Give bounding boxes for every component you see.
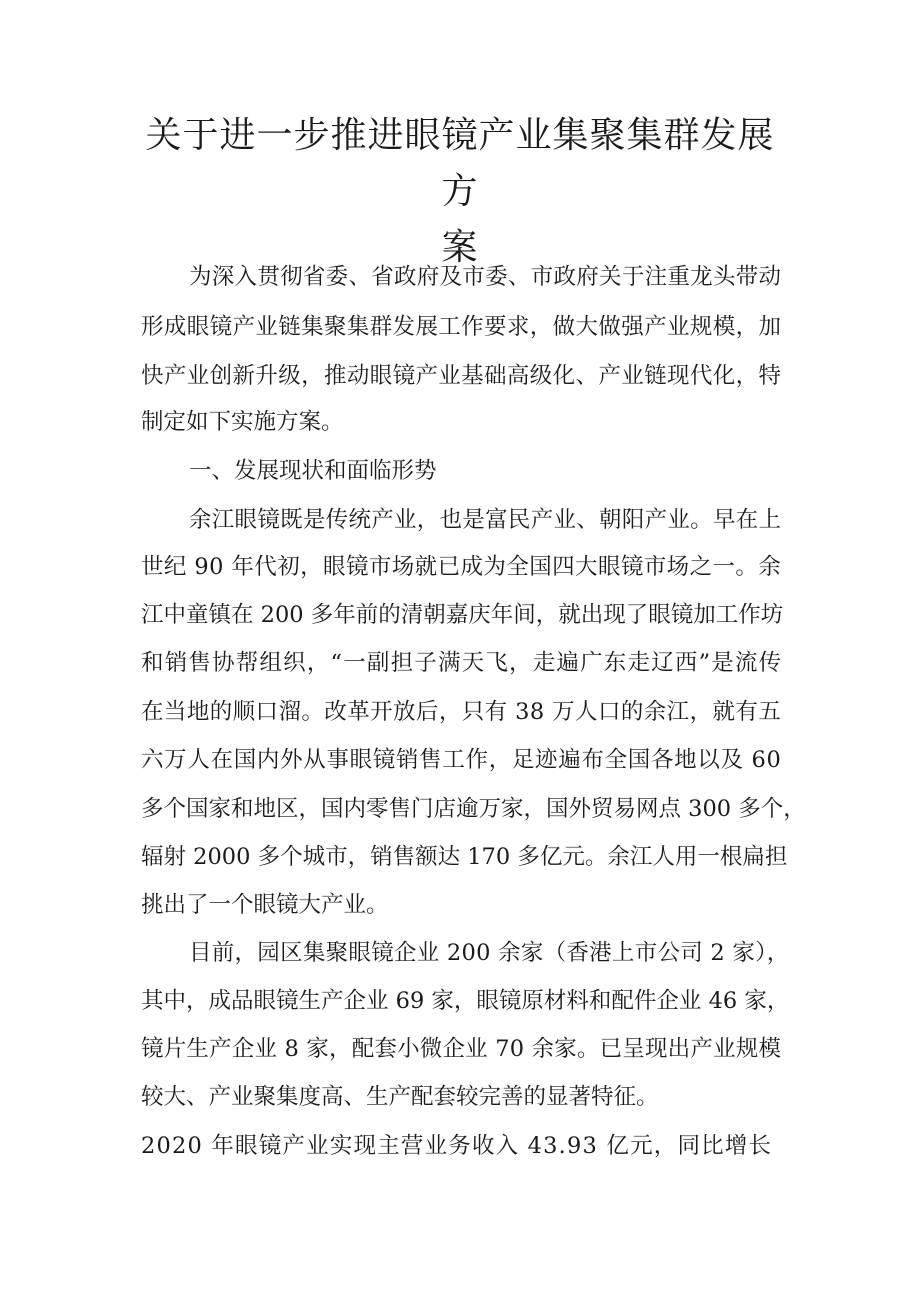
body-line: 较大、产业聚集度高、生产配套较完善的显著特征。 [141, 1084, 659, 1110]
body-line: 世纪 90 年代初，眼镜市场就已成为全国四大眼镜市场之一。余 [141, 554, 782, 580]
body-line: 余江眼镜既是传统产业，也是富民产业、朝阳产业。早在上 [189, 507, 782, 533]
body-line: 多个国家和地区，国内零售门店逾万家，国外贸易网点 300 多个， [141, 796, 806, 822]
body-line: 制定如下实施方案。 [141, 409, 344, 435]
body-line: 江中童镇在 200 多年前的清朝嘉庆年间，就出现了眼镜加工作坊 [141, 602, 784, 628]
body-line: 和销售协帮组织，“一副担子满天飞，走遍广东走辽西”是流传 [141, 650, 783, 676]
title-line-1: 关于进一步推进眼镜产业集聚集群发展方 [145, 115, 775, 212]
body-line: 辐射 2000 多个城市，销售额达 170 多亿元。余江人用一根扁担 [141, 844, 788, 870]
body-line: 镜片生产企业 8 家，配套小微企业 70 余家。已呈现出产业规模 [141, 1036, 782, 1062]
body-line: 为深入贯彻省委、省政府及市委、市政府关于注重龙头带动 [189, 264, 782, 290]
document-title [140, 108, 780, 276]
body-line: 其中，成品眼镜生产企业 69 家，眼镜原材料和配件企业 46 家， [141, 988, 790, 1014]
body-line: 快产业创新升级，推动眼镜产业基础高级化、产业链现代化，特 [141, 363, 782, 389]
body-line: 2020 年眼镜产业实现主营业务收入 43.93 亿元，同比增长 [141, 1133, 773, 1159]
section-heading: 一、发展现状和面临形势 [189, 458, 437, 484]
body-line: 目前，园区集聚眼镜企业 200 余家（香港上市公司 2 家）， [189, 940, 790, 966]
title-line-2: 案 [441, 227, 479, 268]
body-line: 挑出了一个眼镜大产业。 [141, 892, 389, 918]
body-line: 在当地的顺口溜。改革开放后，只有 38 万人口的余江，就有五 [141, 699, 782, 725]
body-line: 形成眼镜产业链集聚集群发展工作要求，做大做强产业规模，加 [141, 314, 782, 340]
body-line: 六万人在国内外从事眼镜销售工作，足迹遍布全国各地以及 60 [141, 747, 782, 773]
